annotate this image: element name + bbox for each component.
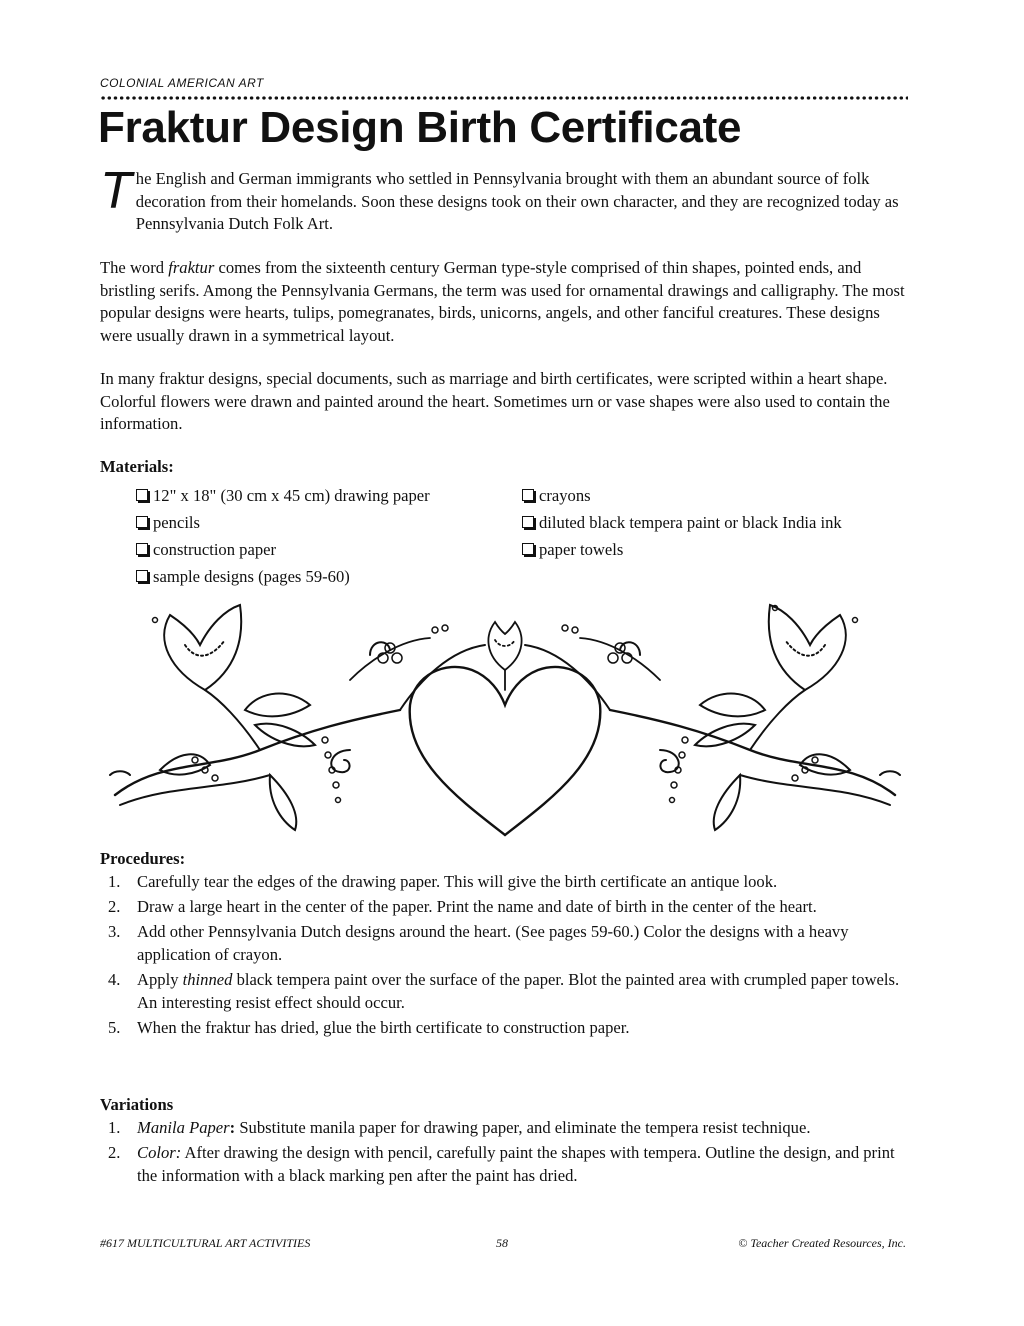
variation-text: After drawing the design with pencil, carefully paint the shapes with tempera. Outline the design, and print the information with a black marking pen after the paint has dried. bbox=[137, 1143, 895, 1185]
drop-cap: T bbox=[100, 162, 132, 220]
variation-title: Manila Paper bbox=[137, 1118, 230, 1137]
checkbox-icon bbox=[136, 543, 148, 555]
step-number: 3. bbox=[108, 922, 121, 942]
procedure-step bbox=[108, 921, 908, 966]
material-item bbox=[136, 509, 430, 536]
checkbox-icon bbox=[136, 570, 148, 582]
materials-list-right bbox=[522, 482, 842, 563]
step-text: Draw a large heart in the center of the paper. Print the name and date of birth in the center of the heart. bbox=[137, 897, 817, 917]
variation-item bbox=[108, 1117, 908, 1140]
checkbox-icon bbox=[522, 489, 534, 501]
procedure-step bbox=[108, 969, 908, 1014]
step-text-rest: black tempera paint over the surface of the paper. Blot the painted area with crumpled paper towels. An interesting resist effect should occur. bbox=[137, 970, 900, 1012]
footer-left: #617 MULTICULTURAL ART ACTIVITIES bbox=[100, 1236, 311, 1250]
variation-item bbox=[108, 1142, 908, 1187]
section-kicker: COLONIAL AMERICAN ART bbox=[100, 76, 264, 90]
p2-rest: comes from the sixteenth century German type-style comprised of thin shapes, pointed ends, and bristling serifs. Among the Pennsylvania Germans, the term was used for ornamental drawings and calligraphy. The most popular designs were hearts, tulips, pomegranates, birds, unicorns, angels, and other fanciful creatures. These designs were usually drawn in a symmetrical layout. bbox=[100, 258, 905, 345]
checkbox-icon bbox=[136, 489, 148, 501]
step-number: 4. bbox=[108, 970, 121, 990]
material-item bbox=[136, 482, 430, 509]
intro-paragraph-3: In many fraktur designs, special documents, such as marriage and birth certificates, were scripted within a heart shape. Colorful flowers were drawn and painted around the heart. Sometimes urn or vase shapes were also used to contain the information. bbox=[100, 369, 890, 434]
material-label: diluted black tempera paint or black India ink bbox=[539, 513, 842, 532]
small-flowers bbox=[378, 625, 632, 663]
variations-list bbox=[108, 1117, 908, 1190]
center-tulip bbox=[488, 622, 521, 690]
intro-paragraph-1 bbox=[100, 162, 912, 236]
step-number: 5. bbox=[108, 1017, 121, 1037]
material-item bbox=[522, 509, 842, 536]
material-label: sample designs (pages 59-60) bbox=[153, 567, 350, 586]
footer-right: © Teacher Created Resources, Inc. bbox=[738, 1236, 906, 1250]
variation-number: 1. bbox=[108, 1118, 121, 1137]
intro-paragraph-1-text: he English and German immigrants who settled in Pennsylvania brought with them an abundant source of folk decoration from their homelands. Soon these designs took on their own character, and they are recognized today as Pennsylvania Dutch Folk Art. bbox=[135, 169, 899, 234]
step-text: When the fraktur has dried, glue the birth certificate to construction paper. bbox=[137, 1017, 630, 1037]
intro-paragraph-2 bbox=[100, 257, 912, 347]
variation-number: 2. bbox=[108, 1143, 121, 1163]
material-label: construction paper bbox=[153, 540, 277, 559]
materials-list-left bbox=[136, 482, 430, 590]
left-vine bbox=[110, 605, 485, 830]
procedures-list bbox=[108, 871, 908, 1042]
step-text: Add other Pennsylvania Dutch designs around the heart. (See pages 59-60.) Color the designs with a heavy application of crayon. bbox=[137, 922, 849, 964]
material-label: pencils bbox=[153, 513, 201, 532]
materials-heading: Materials: bbox=[100, 457, 174, 476]
heart-shape bbox=[410, 667, 601, 835]
step-emphasis: thinned bbox=[182, 970, 233, 990]
right-vine bbox=[525, 605, 900, 830]
step-text: Carefully tear the edges of the drawing paper. This will give the birth certificate an antique look. bbox=[137, 872, 778, 891]
p2-lead: The word bbox=[100, 258, 169, 277]
material-label: 12" x 18" (30 cm x 45 cm) drawing paper bbox=[153, 486, 430, 505]
p2-emphasis: fraktur bbox=[168, 258, 215, 277]
material-item bbox=[136, 563, 430, 590]
material-label: crayons bbox=[539, 486, 591, 505]
step-text: Apply bbox=[137, 970, 183, 990]
variation-text: Substitute manila paper for drawing paper, and eliminate the tempera resist technique. bbox=[235, 1118, 811, 1137]
variation-colon: : bbox=[229, 1118, 236, 1137]
material-item bbox=[522, 536, 842, 563]
material-item bbox=[136, 536, 430, 563]
procedures-heading: Procedures: bbox=[100, 849, 186, 868]
variations-heading: Variations bbox=[100, 1095, 174, 1114]
variation-title: Color: bbox=[137, 1143, 182, 1163]
checkbox-icon bbox=[136, 516, 148, 528]
page-title: Fraktur Design Birth Certificate bbox=[98, 103, 742, 152]
procedure-step bbox=[108, 896, 908, 919]
procedure-step bbox=[108, 871, 908, 894]
material-item bbox=[522, 482, 842, 509]
material-label: paper towels bbox=[539, 540, 624, 559]
left-tulip bbox=[164, 605, 241, 690]
step-number: 2. bbox=[108, 897, 121, 917]
fraktur-heart-ornament bbox=[100, 600, 910, 840]
procedure-step bbox=[108, 1017, 908, 1040]
checkbox-icon bbox=[522, 543, 534, 555]
step-number: 1. bbox=[108, 872, 121, 891]
checkbox-icon bbox=[522, 516, 534, 528]
page-number: 58 bbox=[496, 1236, 508, 1250]
